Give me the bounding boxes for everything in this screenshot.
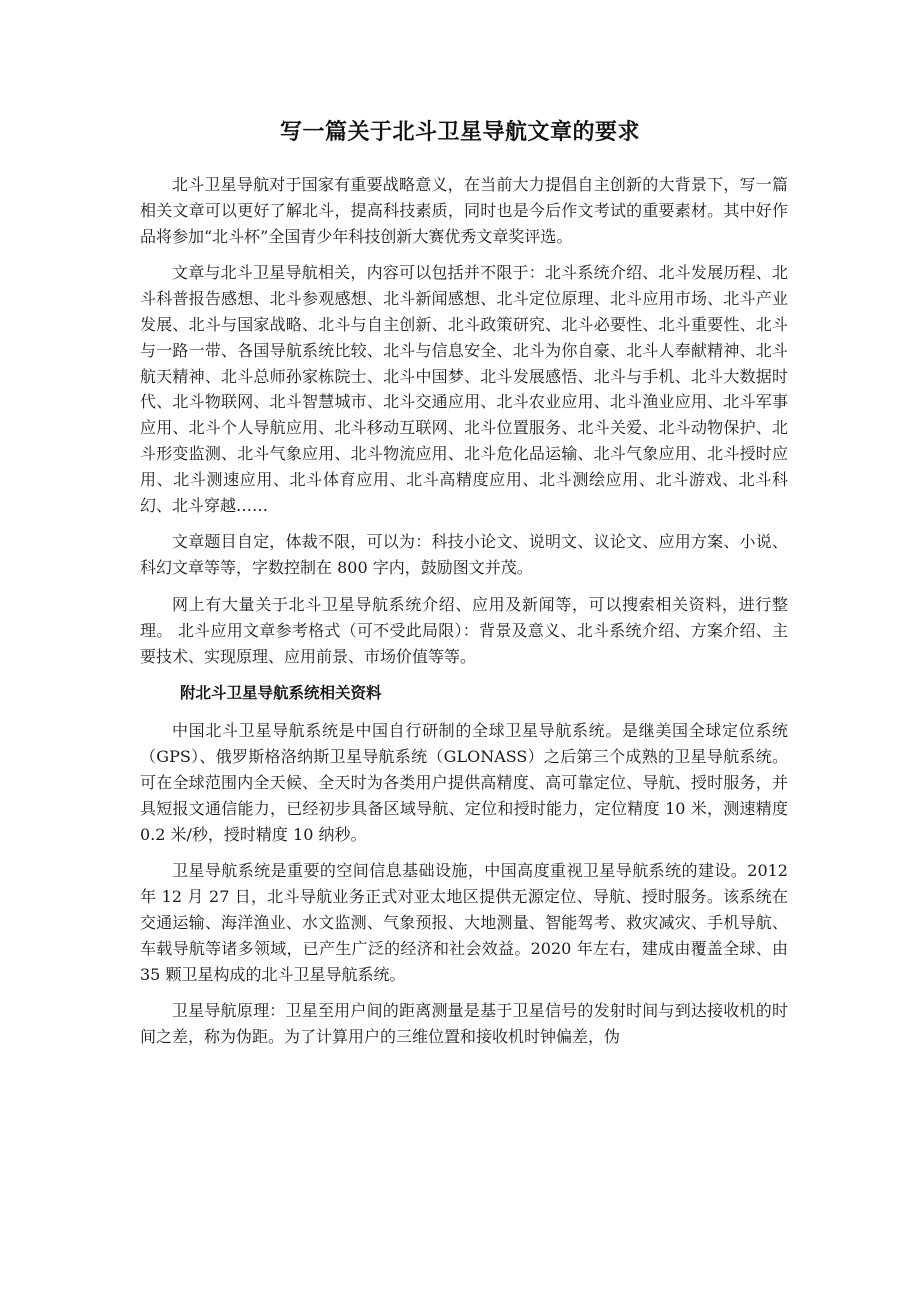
- topics-paragraph: 文章与北斗卫星导航相关，内容可以包括并不限于：北斗系统介绍、北斗发展历程、北斗科普报告感想、北斗参观感想、北斗新闻感想、北斗定位原理、北斗应用市场、北斗产业发展、北斗与国家战略、北斗与自主创新、北斗政策研究、北斗必要性、北斗重要性、北斗与一路一带、各国导航系统比较、北斗与信息安全、北斗为你自豪、北斗人奉献精神、北斗航天精神、北斗总师孙家栋院士、北斗中国梦、北斗发展感悟、北斗与手机、北斗大数据时代、北斗物联网、北斗智慧城市、北斗交通应用、北斗农业应用、北斗渔业应用、北斗军事应用、北斗个人导航应用、北斗移动互联网、北斗位置服务、北斗关爱、北斗动物保护、北斗形变监测、北斗气象应用、北斗物流应用、北斗危化品运输、北斗气象应用、北斗授时应用、北斗测速应用、北斗体育应用、北斗高精度应用、北斗测绘应用、北斗游戏、北斗科幻、北斗穿越……: [140, 263, 788, 515]
- format-paragraph: 文章题目自定，体裁不限，可以为：科技小论文、说明文、议论文、应用方案、小说、科幻文章等等，字数控制在 800 字内，鼓励图文并茂。: [140, 532, 788, 578]
- system-intro-paragraph: 中国北斗卫星导航系统是中国自行研制的全球卫星导航系统。是继美国全球定位系统（GPS）、俄罗斯格洛纳斯卫星导航系统（GLONASS）之后第三个成熟的卫星导航系统。可在全球范围内全天候、全天时为各类用户提供高精度、高可靠定位、导航、授时服务，并具短报文通信能力，已经初步具备区域导航、定位和授时能力，定位精度 10 米，测速精度 0.2 米/秒，授时精度 10 纳秒。: [140, 721, 788, 844]
- intro-paragraph: 北斗卫星导航对于国家有重要战略意义，在当前大力提倡自主创新的大背景下，写一篇相关文章可以更好了解北斗，提高科技素质，同时也是今后作文考试的重要素材。其中好作品将参加“北斗杯”全国青少年科技创新大赛优秀文章奖评选。: [140, 175, 788, 246]
- infrastructure-paragraph: 卫星导航系统是重要的空间信息基础设施，中国高度重视卫星导航系统的建设。2012 年 12 月 27 日，北斗导航业务正式对亚太地区提供无源定位、导航、授时服务。该系统在交通运输、海洋渔业、水文监测、气象预报、大地测量、智能驾考、救灾减灾、手机导航、车载导航等诸多领域，已产生广泛的经济和社会效益。2020 年左右，建成由覆盖全球、由 35 颗卫星构成的北斗卫星导航系统。: [140, 861, 788, 984]
- principle-paragraph: 卫星导航原理：卫星至用户间的距离测量是基于卫星信号的发射时间与到达接收机的时间之差，称为伪距。为了计算用户的三维位置和接收机时钟偏差，伪: [140, 1001, 788, 1047]
- section-heading: 附北斗卫星导航系统相关资料: [180, 684, 382, 703]
- document-title: 写一篇关于北斗卫星导航文章的要求: [279, 120, 640, 145]
- document-body: [140, 172, 788, 1061]
- reference-paragraph: 网上有大量关于北斗卫星导航系统介绍、应用及新闻等，可以搜索相关资料，进行整理。 北斗应用文章参考格式（可不受此局限）：背景及意义、北斗系统介绍、方案介绍、主要技术、实现原理、应用前景、市场价值等等。: [140, 594, 788, 666]
